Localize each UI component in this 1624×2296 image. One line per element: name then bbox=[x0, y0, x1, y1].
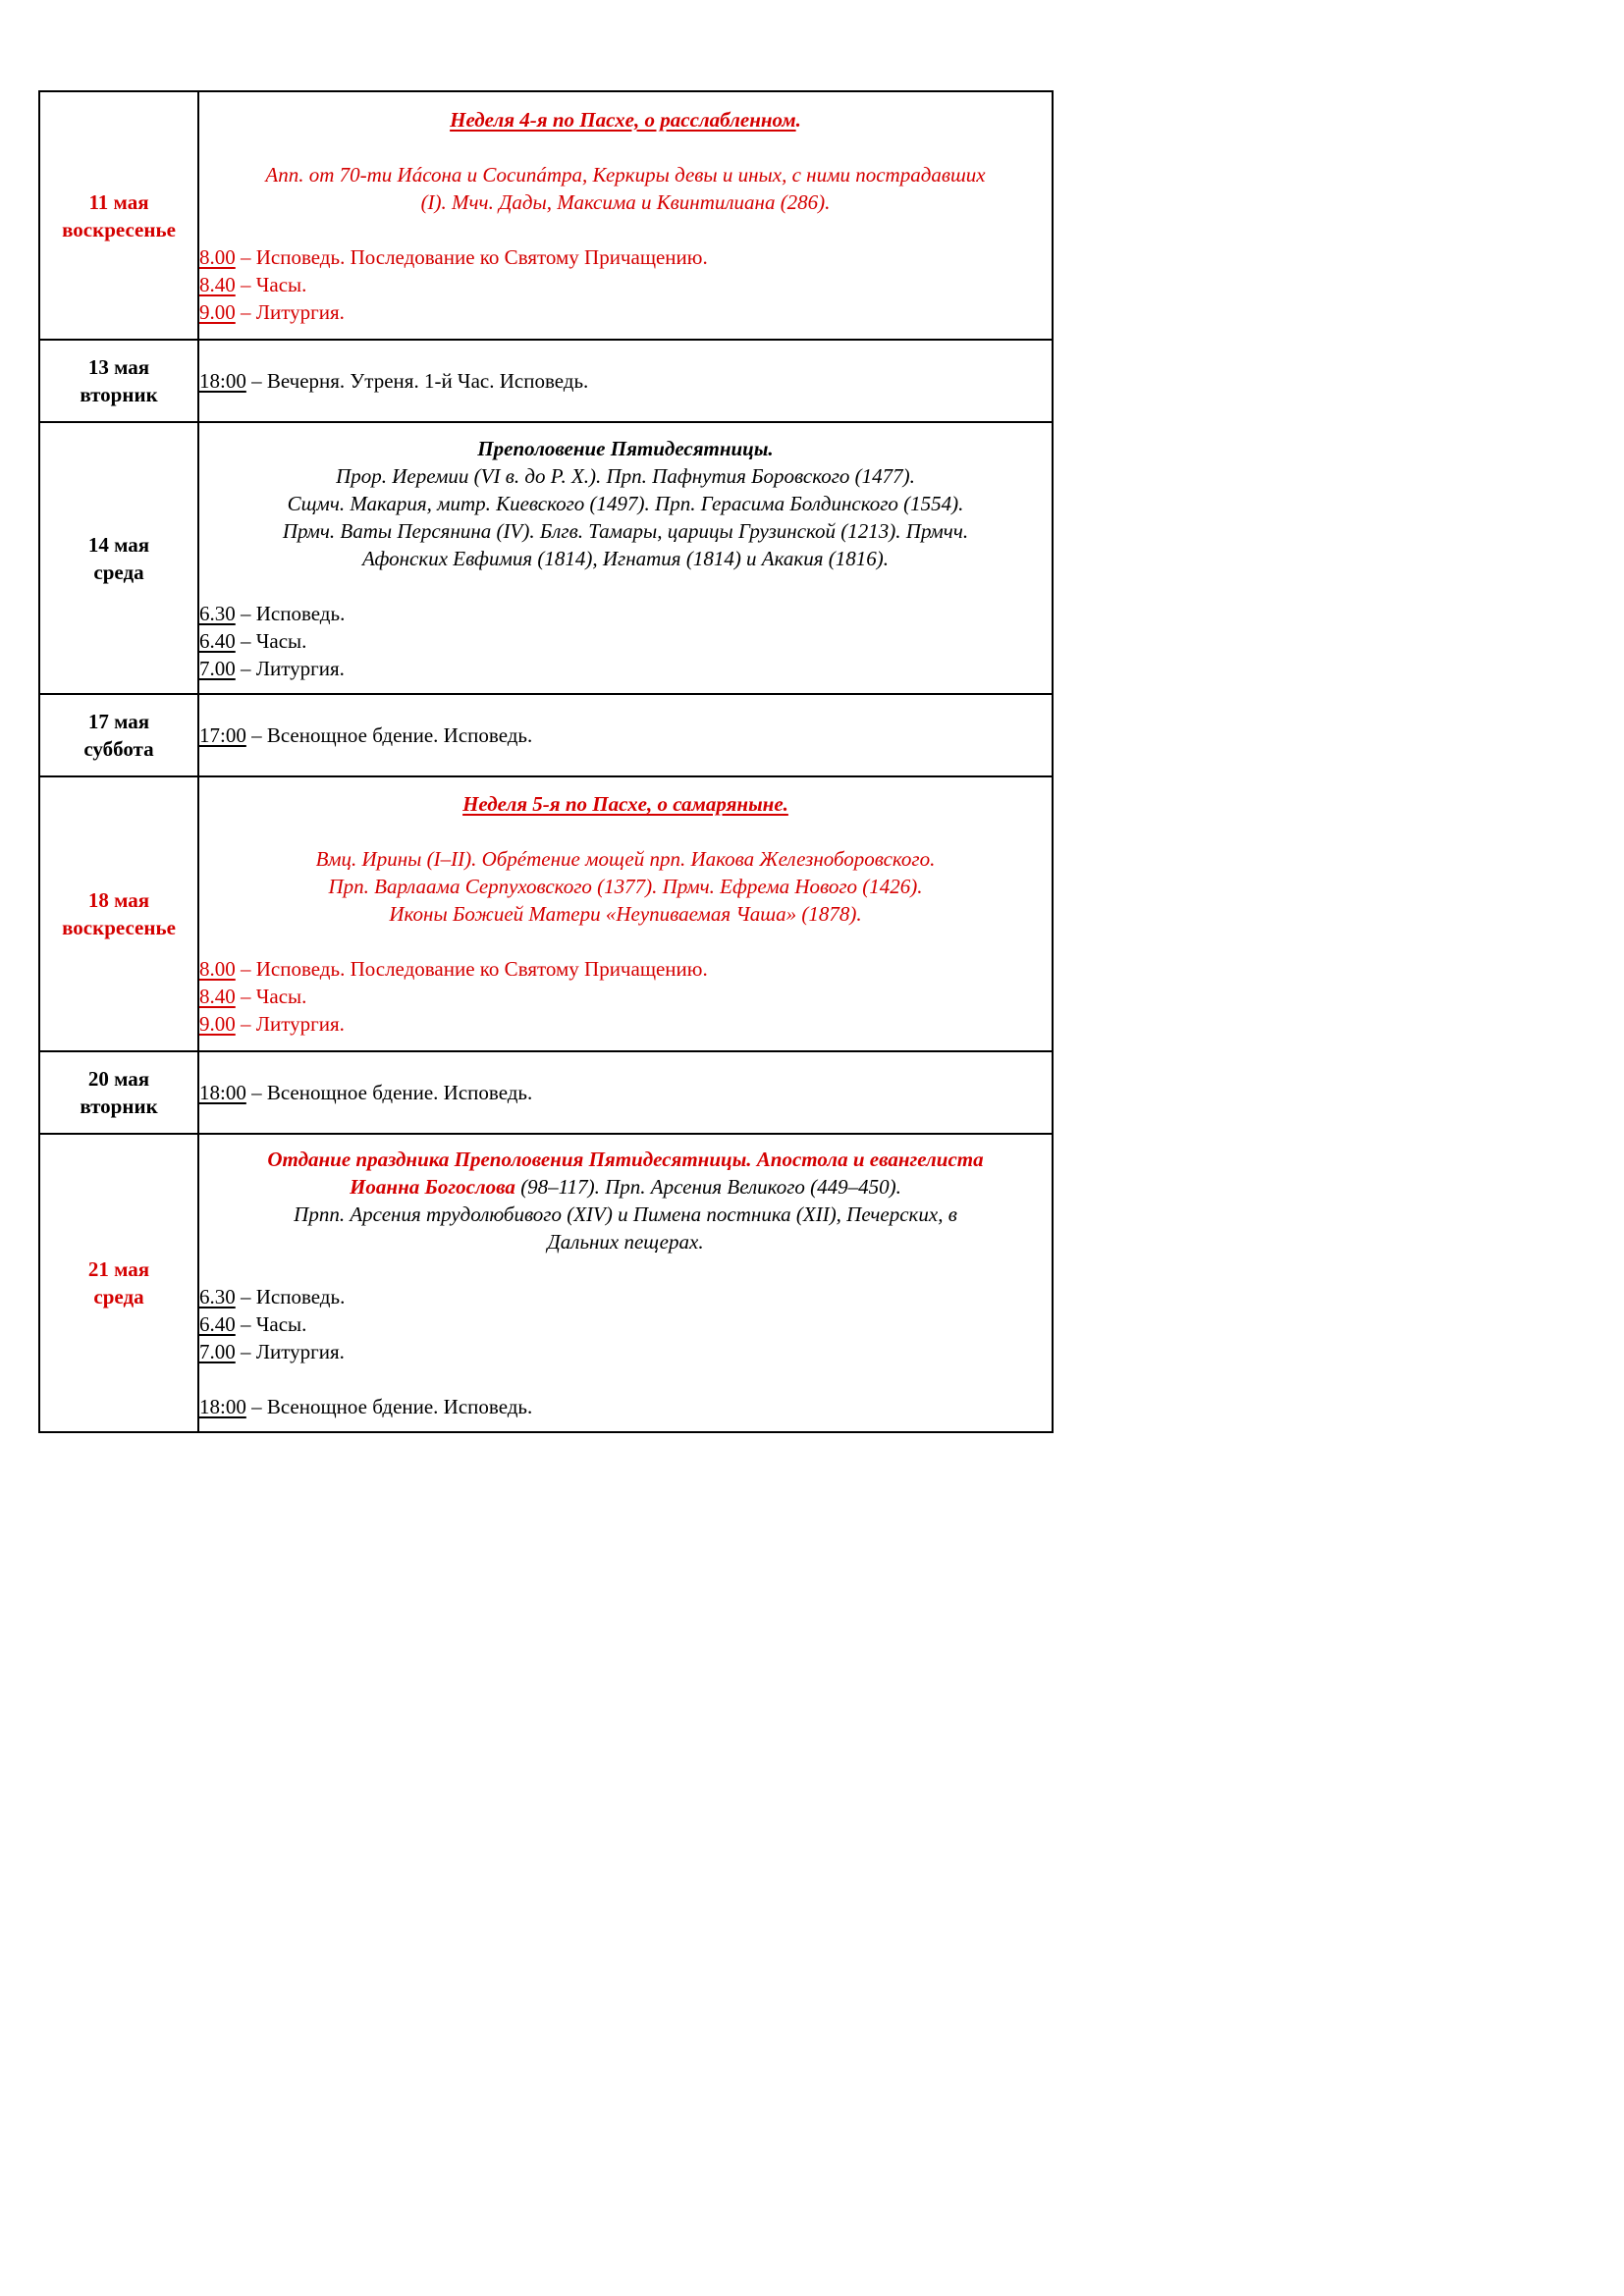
service-line bbox=[199, 627, 1052, 655]
content-cell bbox=[198, 1051, 1053, 1134]
service-time: 9.00 bbox=[199, 299, 236, 324]
service-text: – Часы. bbox=[235, 1312, 307, 1336]
date-label: 11 мая bbox=[88, 189, 149, 214]
date-label: 14 мая bbox=[87, 532, 150, 557]
service-text: – Всенощное бдение. Исповедь. bbox=[245, 1081, 533, 1104]
schedule-row bbox=[39, 91, 1053, 340]
service-line bbox=[199, 271, 1052, 298]
weekday-label: вторник bbox=[80, 383, 158, 406]
service-text: – Исповедь. Последование ко Святому Причащению. bbox=[235, 957, 708, 981]
service-time: 6.40 bbox=[199, 628, 236, 653]
saints-line: Афонских Евфимия (1814), Игнатия (1814) и Акакия (1816). bbox=[361, 546, 890, 570]
service-text: – Исповедь. bbox=[235, 601, 346, 625]
service-line bbox=[199, 1010, 1052, 1038]
date-label: 21 мая bbox=[87, 1257, 150, 1281]
weekday-label: воскресенье bbox=[62, 217, 176, 241]
service-line bbox=[199, 983, 1052, 1010]
service-text: – Всенощное бдение. Исповедь. bbox=[245, 1395, 533, 1418]
date-cell bbox=[39, 340, 198, 422]
service-text: – Часы. bbox=[235, 985, 307, 1008]
saints-line: Прмч. Ваты Персянина (IV). Блгв. Тамары, царицы Грузинской (1213). Прмчч. bbox=[282, 518, 969, 543]
service-time: 6.30 bbox=[199, 1285, 236, 1308]
service-time: 7.00 bbox=[199, 656, 236, 680]
service-text: – Исповедь. Последование ко Святому Причащению. bbox=[235, 244, 708, 269]
schedule-row bbox=[39, 422, 1053, 694]
service-text: – Литургия. bbox=[235, 656, 345, 680]
service-text: – Часы. bbox=[235, 628, 307, 653]
service-time: 18:00 bbox=[199, 1395, 246, 1418]
saints-line: Сщмч. Макария, митр. Киевского (1497). Прп. Герасима Болдинского (1554). bbox=[287, 491, 964, 515]
date-label: 20 мая bbox=[87, 1067, 150, 1091]
service-text: – Всенощное бдение. Исповедь. bbox=[245, 723, 533, 747]
date-label: 18 мая bbox=[87, 888, 150, 912]
service-time: 6.40 bbox=[199, 1312, 236, 1336]
service-text: – Исповедь. bbox=[235, 1285, 346, 1308]
saints-line: Вмц. Ирины (I–II). Обрéтение мощей прп. Иакова Железноборовского. bbox=[315, 847, 936, 871]
service-line bbox=[199, 1283, 1052, 1310]
weekday-label: среда bbox=[93, 1285, 144, 1308]
service-line bbox=[199, 1310, 1052, 1338]
service-line bbox=[199, 298, 1052, 326]
content-cell bbox=[198, 422, 1053, 694]
feast-title bbox=[199, 106, 1052, 133]
service-line bbox=[199, 955, 1052, 983]
date-cell bbox=[39, 422, 198, 694]
date-label: 13 мая bbox=[87, 355, 150, 379]
service-line bbox=[199, 721, 1052, 749]
schedule-row bbox=[39, 340, 1053, 422]
saints-line: (I). Мчч. Дады, Максима и Квинтилиана (286). bbox=[420, 189, 831, 214]
service-time: 18:00 bbox=[199, 369, 246, 393]
apostle-name: Иоанна Богослова bbox=[350, 1175, 515, 1199]
service-time: 8.00 bbox=[199, 957, 236, 981]
feast-subline-text: (98–117). Прп. Арсения Великого (449–450). bbox=[514, 1175, 901, 1199]
service-text: – Вечерня. Утреня. 1-й Час. Исповедь. bbox=[245, 369, 589, 393]
saints-line: Прпп. Арсения трудолюбивого (XIV) и Пимена постника (XII), Печерских, в bbox=[294, 1202, 957, 1226]
date-cell bbox=[39, 776, 198, 1051]
service-time: 17:00 bbox=[199, 723, 246, 747]
saints-line: Прор. Иеремии (VI в. до Р. Х.). Прп. Пафнутия Боровского (1477). bbox=[336, 463, 915, 488]
service-time: 18:00 bbox=[199, 1081, 246, 1104]
service-text: – Часы. bbox=[235, 272, 307, 296]
weekday-label: суббота bbox=[83, 737, 154, 761]
weekday-label: вторник bbox=[80, 1095, 158, 1118]
service-line bbox=[199, 1393, 1052, 1420]
date-cell bbox=[39, 694, 198, 776]
service-time: 8.00 bbox=[199, 244, 236, 269]
schedule-table bbox=[38, 90, 1054, 1433]
service-time: 6.30 bbox=[199, 601, 236, 625]
date-label: 17 мая bbox=[87, 710, 150, 733]
service-text: – Литургия. bbox=[235, 1340, 345, 1363]
content-cell bbox=[198, 91, 1053, 340]
service-time: 9.00 bbox=[199, 1012, 236, 1036]
feast-title-text: Неделя 5-я по Пасхе, о самаряныне. bbox=[462, 792, 788, 816]
schedule-row bbox=[39, 694, 1053, 776]
feast-title-text: Неделя 4-я по Пасхе, о расслабленном bbox=[450, 107, 796, 132]
saints-line: Иконы Божией Матери «Неупиваемая Чаша» (1878). bbox=[389, 902, 862, 926]
service-line bbox=[199, 243, 1052, 271]
service-line bbox=[199, 1079, 1052, 1106]
feast-title-end: . bbox=[795, 107, 801, 132]
content-cell bbox=[198, 340, 1053, 422]
weekday-label: воскресенье bbox=[62, 916, 176, 939]
service-text: – Литургия. bbox=[235, 1012, 345, 1036]
service-time: 7.00 bbox=[199, 1340, 236, 1363]
date-cell bbox=[39, 91, 198, 340]
feast-title: Отдание праздника Преполовения Пятидесятницы. Апостола и евангелиста bbox=[267, 1148, 984, 1171]
feast-title bbox=[199, 790, 1052, 818]
service-line bbox=[199, 1338, 1052, 1365]
service-line bbox=[199, 367, 1052, 395]
service-time: 8.40 bbox=[199, 985, 236, 1008]
service-line bbox=[199, 655, 1052, 682]
service-line bbox=[199, 600, 1052, 627]
saints-line: Дальних пещерах. bbox=[547, 1230, 704, 1254]
saints-line: Апп. от 70-ти Иáсона и Сосипáтра, Керкиры девы и иных, с ними пострадавших bbox=[265, 162, 986, 187]
feast-subline bbox=[199, 1173, 1052, 1201]
service-time: 8.40 bbox=[199, 272, 236, 296]
schedule-row bbox=[39, 776, 1053, 1051]
schedule-row bbox=[39, 1134, 1053, 1432]
date-cell bbox=[39, 1134, 198, 1432]
content-cell bbox=[198, 776, 1053, 1051]
content-cell bbox=[198, 694, 1053, 776]
schedule-row bbox=[39, 1051, 1053, 1134]
service-text: – Литургия. bbox=[235, 299, 345, 324]
weekday-label: среда bbox=[93, 560, 144, 584]
content-cell bbox=[198, 1134, 1053, 1432]
feast-title: Преполовение Пятидесятницы. bbox=[477, 436, 774, 460]
date-cell bbox=[39, 1051, 198, 1134]
saints-line: Прп. Варлаама Серпуховского (1377). Прмч. Ефрема Нового (1426). bbox=[328, 875, 923, 898]
